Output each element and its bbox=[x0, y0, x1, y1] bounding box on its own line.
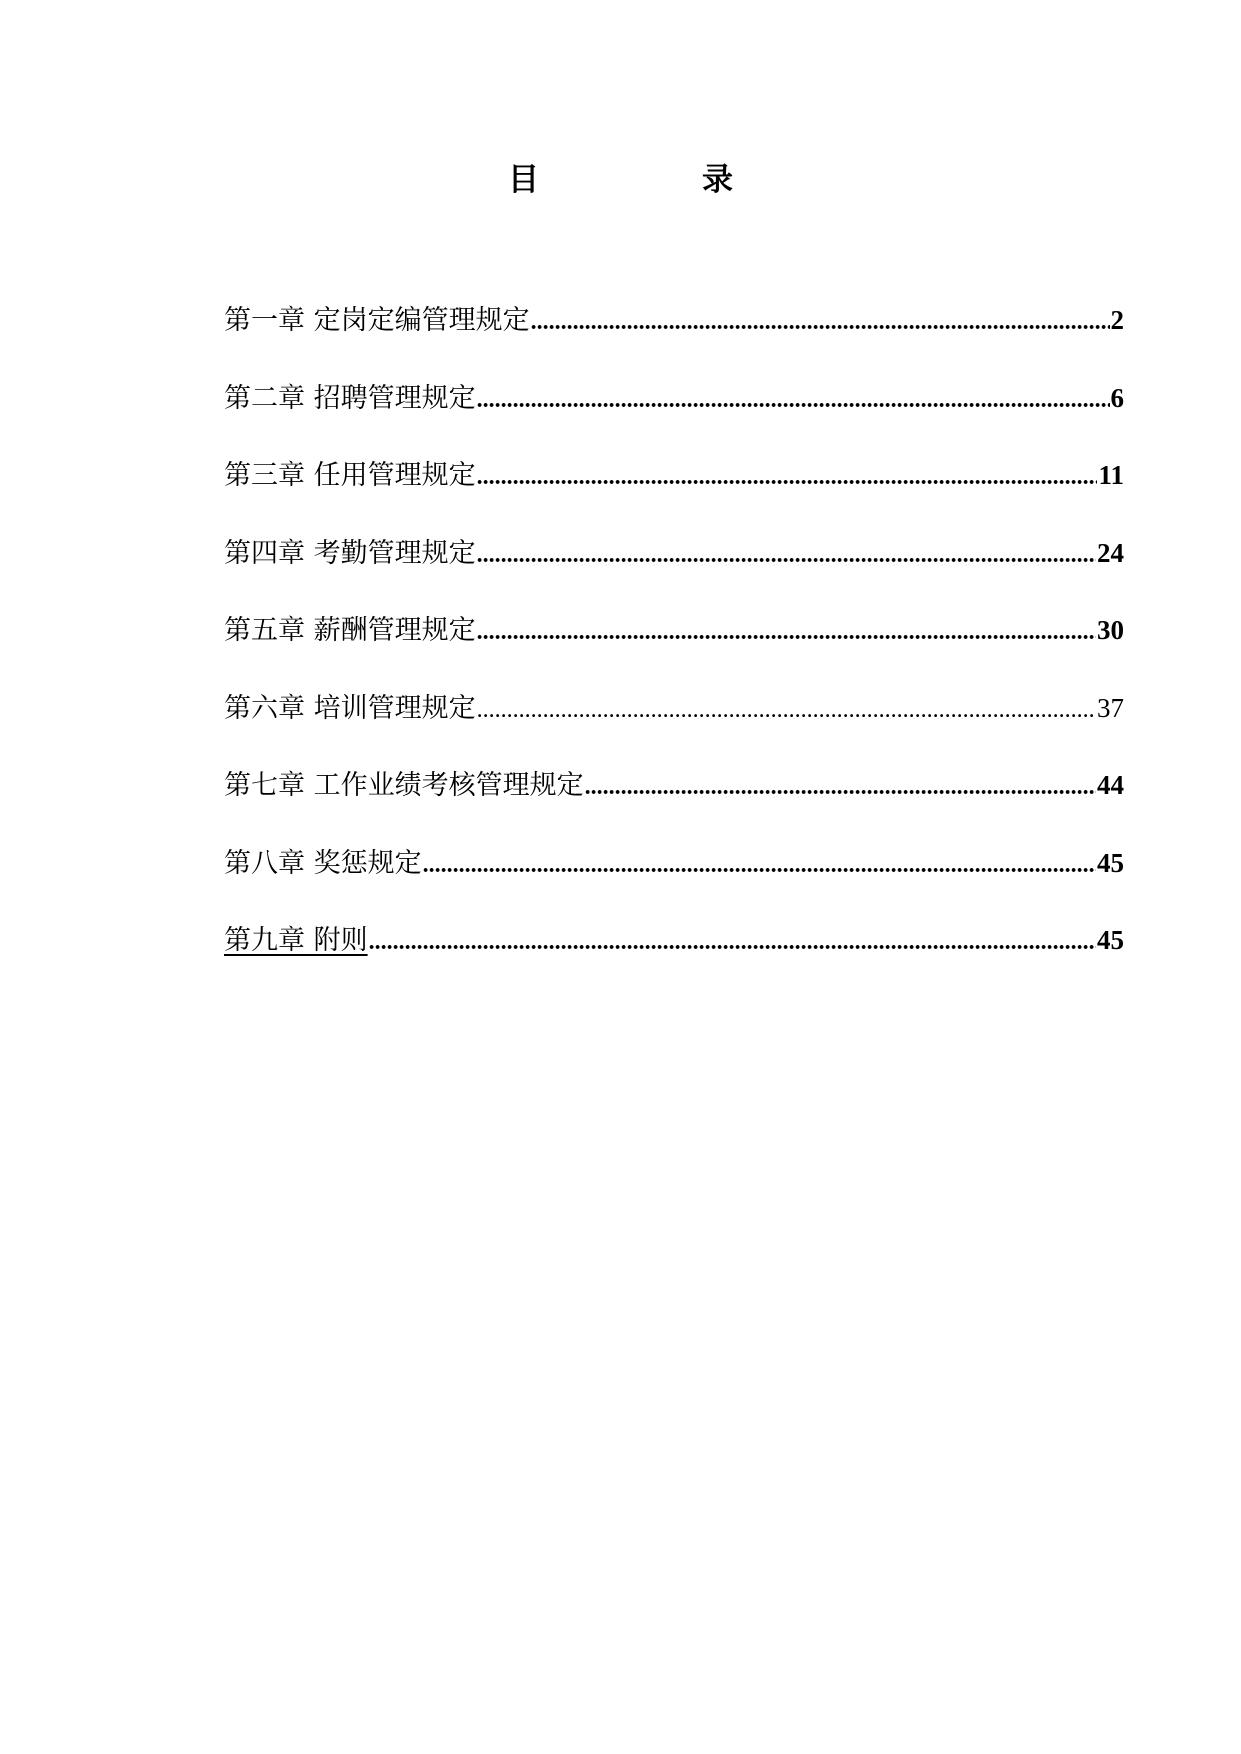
toc-dot-leader bbox=[423, 845, 1096, 885]
toc-entry[interactable] bbox=[224, 843, 1124, 921]
toc-entry[interactable] bbox=[224, 610, 1124, 688]
toc-dot-leader bbox=[369, 922, 1096, 962]
toc-entry-page-number: 30 bbox=[1097, 615, 1124, 645]
toc-entry[interactable] bbox=[224, 688, 1124, 766]
toc-dot-leader bbox=[585, 767, 1096, 807]
toc-dot-leader bbox=[477, 612, 1096, 652]
toc-entry-page-number: 2 bbox=[1110, 305, 1124, 335]
toc-entry[interactable] bbox=[224, 300, 1124, 378]
toc-entry-page-number: 37 bbox=[1097, 692, 1124, 723]
toc-entry[interactable] bbox=[224, 765, 1124, 843]
toc-entry-label: 第四章 考勤管理规定 bbox=[224, 537, 476, 569]
toc-entry[interactable] bbox=[224, 920, 1124, 998]
toc-dot-leader bbox=[477, 457, 1098, 497]
toc-dot-leader bbox=[477, 380, 1110, 420]
toc-entry[interactable] bbox=[224, 378, 1124, 456]
toc-entry-page-number: 44 bbox=[1097, 770, 1124, 800]
toc-list bbox=[224, 300, 1124, 998]
toc-entry-label: 第二章 招聘管理规定 bbox=[224, 382, 476, 414]
toc-entry-page-number: 45 bbox=[1097, 847, 1124, 878]
toc-entry-label: 第六章 培训管理规定 bbox=[224, 692, 476, 724]
toc-entry-page-number: 6 bbox=[1110, 382, 1124, 413]
toc-entry-label: 第八章 奖惩规定 bbox=[224, 847, 422, 879]
toc-entry-label: 第九章 附则 bbox=[224, 925, 368, 956]
toc-entry-label: 第七章 工作业绩考核管理规定 bbox=[224, 770, 584, 801]
toc-entry-page-number: 24 bbox=[1097, 537, 1124, 568]
toc-entry-label: 第一章 定岗定编管理规定 bbox=[224, 305, 530, 336]
toc-dot-leader bbox=[477, 690, 1096, 730]
toc-entry-label: 第三章 任用管理规定 bbox=[224, 460, 476, 491]
toc-dot-leader bbox=[477, 535, 1096, 575]
toc-entry-page-number: 11 bbox=[1098, 460, 1124, 490]
toc-entry-page-number: 45 bbox=[1097, 925, 1124, 955]
toc-entry-label: 第五章 薪酬管理规定 bbox=[224, 615, 476, 646]
toc-entry[interactable] bbox=[224, 533, 1124, 611]
toc-entry[interactable] bbox=[224, 455, 1124, 533]
toc-title: 目 录 bbox=[508, 162, 799, 198]
toc-dot-leader bbox=[531, 302, 1110, 342]
